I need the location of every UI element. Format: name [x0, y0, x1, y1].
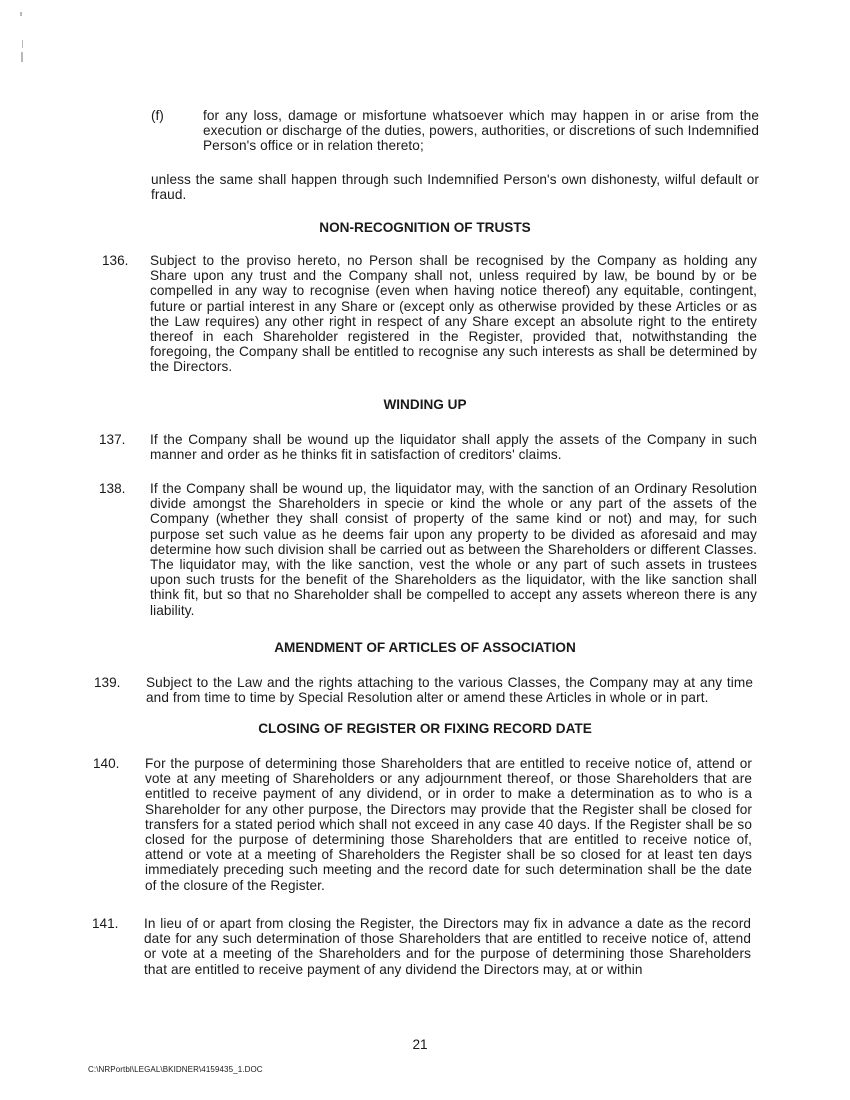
article-text: If the Company shall be wound up the liquidator shall apply the assets of the Company in such manner and order as he thinks fit in satisfaction of creditors' claims. [150, 432, 757, 463]
section-heading: CLOSING OF REGISTER OR FIXING RECORD DATE [258, 721, 592, 736]
article-text: Subject to the proviso hereto, no Person shall be recognised by the Company as holding any Share upon any trust and the Company shall not, unless required by law, be bound by or be compelled in any way to recognise (even when having notice thereof) any equitable, contingent, future or partial interest in any Share or (except only as otherwise provided by these Articles or as the Law requires) any other right in respect of any Share except an absolute right to the entirety thereof in each Shareholder registered in the Register, provided that, notwithstanding the foregoing, the Company shall be entitled to recognise any such interests as shall be determined by the Directors. [150, 253, 757, 375]
article-number: 138. [99, 481, 126, 496]
page-number: 21 [412, 1037, 428, 1052]
article-number: 141. [92, 916, 119, 931]
scan-artifact [22, 40, 23, 48]
article-number: 137. [99, 432, 126, 447]
scan-artifact [20, 12, 22, 16]
proviso-text: unless the same shall happen through such Indemnified Person's own dishonesty, wilful default or fraud. [151, 172, 759, 203]
clause-label: (f) [151, 108, 164, 123]
section-heading: NON-RECOGNITION OF TRUSTS [319, 220, 531, 235]
document-path: C:\NRPortbl\LEGAL\BKIDNER\4159435_1.DOC [88, 1065, 263, 1074]
clause-text: for any loss, damage or misfortune whatsoever which may happen in or arise from the execution or discharge of the duties, powers, authorities, or discretions of such Indemnified Person's office or in relation thereto; [203, 108, 759, 154]
article-number: 140. [93, 756, 120, 771]
article-number: 139. [94, 675, 121, 690]
article-text: Subject to the Law and the rights attaching to the various Classes, the Company may at any time and from time to time by Special Resolution alter or amend these Articles in whole or in part. [146, 675, 753, 706]
section-heading: AMENDMENT OF ARTICLES OF ASSOCIATION [274, 640, 576, 655]
scan-artifact [21, 52, 23, 62]
article-text: In lieu of or apart from closing the Register, the Directors may fix in advance a date as the record date for any such determination of those Shareholders that are entitled to receive notice of, attend or vote at a meeting of the Shareholders and for the purpose of determining those Shareholders that are entitled to receive payment of any dividend the Directors may, at or within [144, 916, 751, 977]
article-text: If the Company shall be wound up, the liquidator may, with the sanction of an Ordinary Resolution divide amongst the Shareholders in specie or kind the whole or any part of the assets of the Company (whether they shall consist of property of the same kind or not) and may, for such purpose set such value as he deems fair upon any property to be divided as aforesaid and may determine how such division shall be carried out as between the Shareholders or different Classes. The liquidator may, with the like sanction, vest the whole or any part of such assets in trustees upon such trusts for the benefit of the Shareholders as the liquidator, with the like sanction shall think fit, but so that no Shareholder shall be compelled to accept any assets whereon there is any liability. [150, 481, 757, 618]
article-text: For the purpose of determining those Shareholders that are entitled to receive notice of, attend or vote at any meeting of Shareholders or any adjournment thereof, or those Shareholders that are entitled to receive payment of any dividend, or in order to make a determination as to who is a Shareholder for any other purpose, the Directors may provide that the Register shall be closed for transfers for a stated period which shall not exceed in any case 40 days. If the Register shall be so closed for the purpose of determining those Shareholders that are entitled to receive notice of, attend or vote at a meeting of Shareholders the Register shall be so closed for at least ten days immediately preceding such meeting and the record date for such determination shall be the date of the closure of the Register. [145, 756, 752, 893]
article-number: 136. [102, 253, 129, 268]
section-heading: WINDING UP [383, 397, 467, 412]
